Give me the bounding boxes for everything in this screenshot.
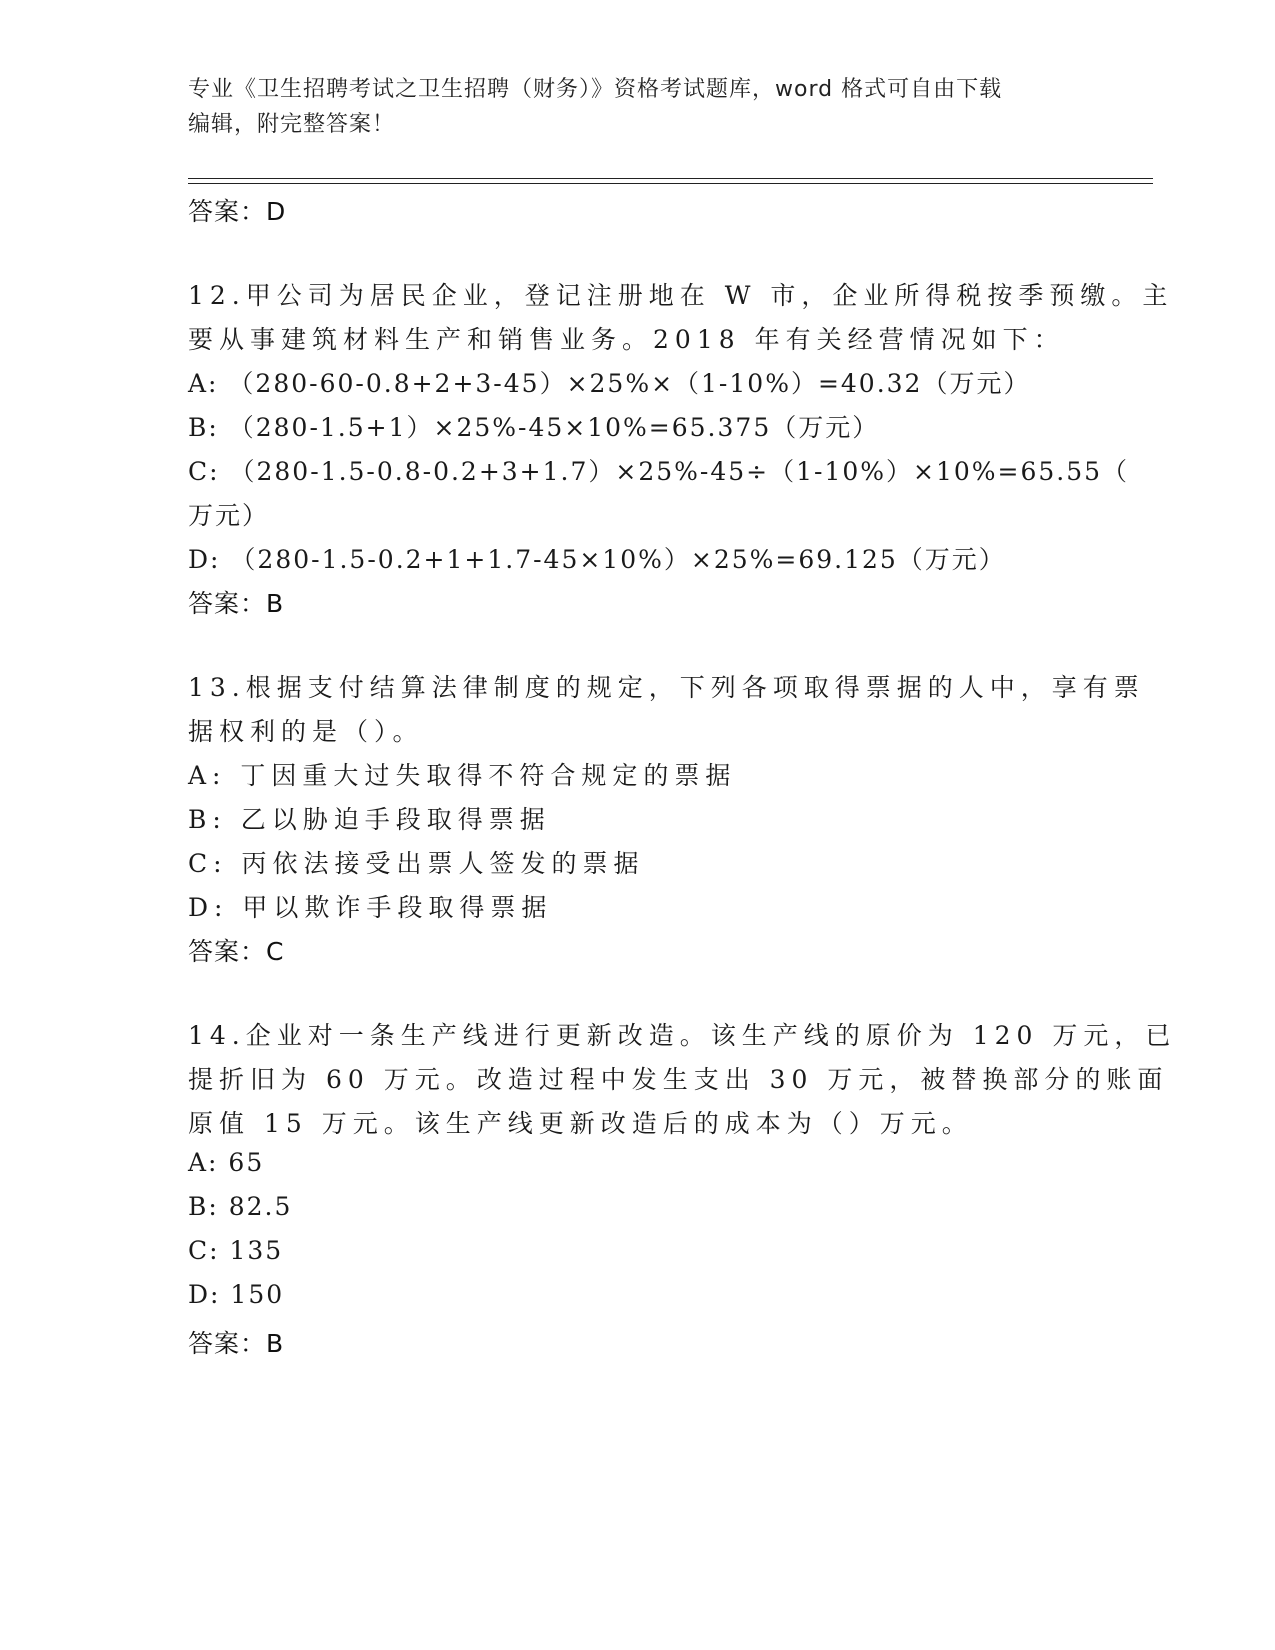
header-divider-bottom <box>188 183 1153 184</box>
question-12-option-c-line-1: C: （280-1.5-0.8-0.2+3+1.7）×25%-45÷（1-10%）×10%=65.55（ <box>188 457 1130 486</box>
question-14-stem-line-2: 提折旧为 60 万元。改造过程中发生支出 30 万元，被替换部分的账面 <box>188 1065 1169 1094</box>
question-13-option-c: C: 丙依法接受出票人签发的票据 <box>188 849 645 878</box>
question-13-answer: 答案：C <box>188 937 285 966</box>
question-14-stem-line-3: 原值 15 万元。该生产线更新改造后的成本为（）万元。 <box>188 1109 973 1138</box>
question-12-option-d: D: （280-1.5-0.2+1+1.7-45×10%）×25%=69.125（万元） <box>188 545 1006 574</box>
question-12-stem-line-1: 12.甲公司为居民企业，登记注册地在 W 市，企业所得税按季预缴。主 <box>188 281 1174 310</box>
question-14-stem-line-1: 14.企业对一条生产线进行更新改造。该生产线的原价为 120 万元，已 <box>188 1021 1177 1050</box>
question-13-option-d: D: 甲以欺诈手段取得票据 <box>188 893 553 922</box>
question-12-option-b: B: （280-1.5+1）×25%-45×10%=65.375（万元） <box>188 413 880 442</box>
document-header <box>188 72 1088 142</box>
header-line-1: 专业《卫生招聘考试之卫生招聘（财务）》资格考试题库，word 格式可自由下载 <box>188 77 1003 102</box>
question-13-stem-line-2: 据权利的是（）。 <box>188 717 424 746</box>
question-13-option-b: B: 乙以胁迫手段取得票据 <box>188 805 551 834</box>
question-12-option-c-line-2: 万元） <box>188 501 270 530</box>
question-14-option-d: D: 150 <box>188 1280 285 1309</box>
question-13-option-a: A: 丁因重大过失取得不符合规定的票据 <box>188 761 737 790</box>
header-line-2: 编辑，附完整答案！ <box>188 112 396 137</box>
question-14-option-c: C: 135 <box>188 1236 284 1265</box>
header-divider-top <box>188 178 1153 179</box>
question-12-option-a: A: （280-60-0.8+2+3-45）×25%×（1-10%）=40.32（万元） <box>188 369 1031 398</box>
question-12-stem-line-2: 要从事建筑材料生产和销售业务。2018 年有关经营情况如下： <box>188 325 1065 354</box>
question-14-option-a: A: 65 <box>188 1148 265 1177</box>
question-14-answer: 答案：B <box>188 1329 285 1358</box>
question-14-option-b: B: 82.5 <box>188 1192 293 1221</box>
previous-answer: 答案：D <box>188 197 287 226</box>
question-12-answer: 答案：B <box>188 589 285 618</box>
question-13-stem-line-1: 13.根据支付结算法律制度的规定，下列各项取得票据的人中，享有票 <box>188 673 1145 702</box>
